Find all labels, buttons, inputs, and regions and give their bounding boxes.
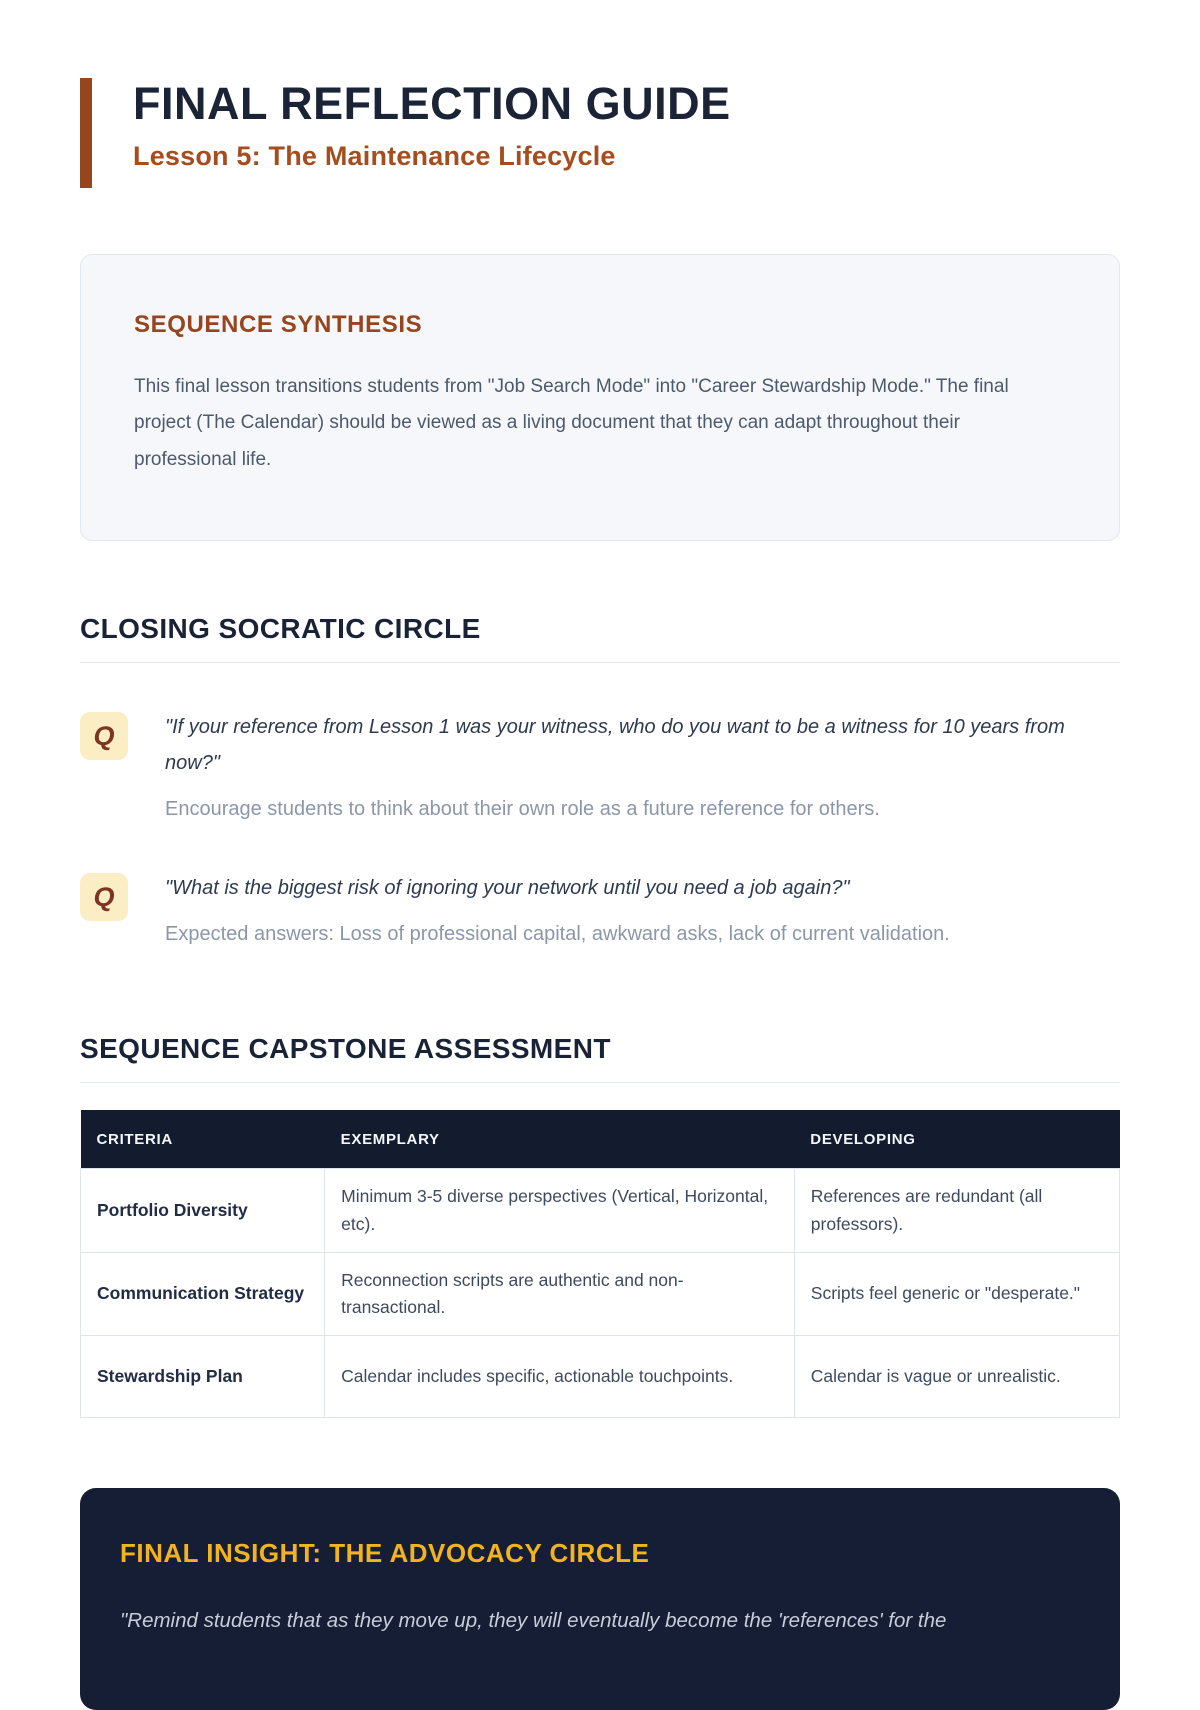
column-header-criteria: CRITERIA: [81, 1110, 325, 1169]
criteria-cell: Portfolio Diversity: [81, 1169, 325, 1252]
exemplary-cell: Calendar includes specific, actionable touchpoints.: [325, 1335, 795, 1417]
section-divider: [80, 662, 1120, 663]
page-subtitle: Lesson 5: The Maintenance Lifecycle: [133, 141, 616, 172]
column-header-exemplary: EXEMPLARY: [325, 1110, 795, 1169]
table-row: [81, 1335, 1120, 1417]
question-content: [165, 709, 1120, 824]
header-text: [133, 78, 731, 188]
socratic-heading: CLOSING SOCRATIC CIRCLE: [80, 613, 481, 645]
criteria-cell: Communication Strategy: [81, 1252, 325, 1335]
question-note: Expected answers: Loss of professional capital, awkward asks, lack of current validation.: [165, 923, 950, 946]
developing-cell: References are redundant (all professors).: [794, 1169, 1119, 1252]
synthesis-heading: SEQUENCE SYNTHESIS: [134, 311, 423, 338]
synthesis-body: This final lesson transitions students from "Job Search Mode" into "Career Stewardship Mode." The final project (The Calendar) should be viewed as a living document that they can adapt throughout their professional life.: [134, 376, 1009, 470]
question-block: [80, 709, 1120, 824]
question-badge: Q: [80, 873, 128, 921]
page-title: FINAL REFLECTION GUIDE: [133, 78, 731, 129]
final-insight-quote: "Remind students that as they move up, they will eventually become the 'references' for the: [120, 1608, 947, 1632]
final-insight-heading: FINAL INSIGHT: THE ADVOCACY CIRCLE: [120, 1537, 650, 1568]
exemplary-cell: Reconnection scripts are authentic and non-transactional.: [325, 1252, 795, 1335]
developing-cell: Calendar is vague or unrealistic.: [794, 1335, 1119, 1417]
question-block: [80, 870, 1120, 949]
criteria-cell: Stewardship Plan: [81, 1335, 325, 1417]
assessment-section: [80, 1033, 1120, 1418]
exemplary-cell: Minimum 3-5 diverse perspectives (Vertical, Horizontal, etc).: [325, 1169, 795, 1252]
socratic-section: [80, 613, 1120, 949]
accent-bar: [80, 78, 92, 188]
rubric-table: [80, 1110, 1120, 1418]
document-page: [0, 78, 1200, 1710]
column-header-developing: DEVELOPING: [794, 1110, 1119, 1169]
assessment-heading: SEQUENCE CAPSTONE ASSESSMENT: [80, 1033, 611, 1065]
section-divider: [80, 1082, 1120, 1083]
question-badge: Q: [80, 712, 128, 760]
question-content: [165, 870, 1120, 949]
doc-header: [80, 78, 1120, 188]
question-note: Encourage students to think about their own role as a future reference for others.: [165, 798, 880, 821]
rubric-header-row: [81, 1110, 1120, 1169]
table-row: [81, 1252, 1120, 1335]
question-text: "What is the biggest risk of ignoring your network until you need a job again?": [165, 877, 850, 900]
table-row: [81, 1169, 1120, 1252]
synthesis-card: [80, 254, 1120, 541]
final-insight-card: [80, 1488, 1120, 1710]
question-text: "If your reference from Lesson 1 was your witness, who do you want to be a witness for 10 years from now?": [165, 716, 1065, 775]
developing-cell: Scripts feel generic or "desperate.": [794, 1252, 1119, 1335]
